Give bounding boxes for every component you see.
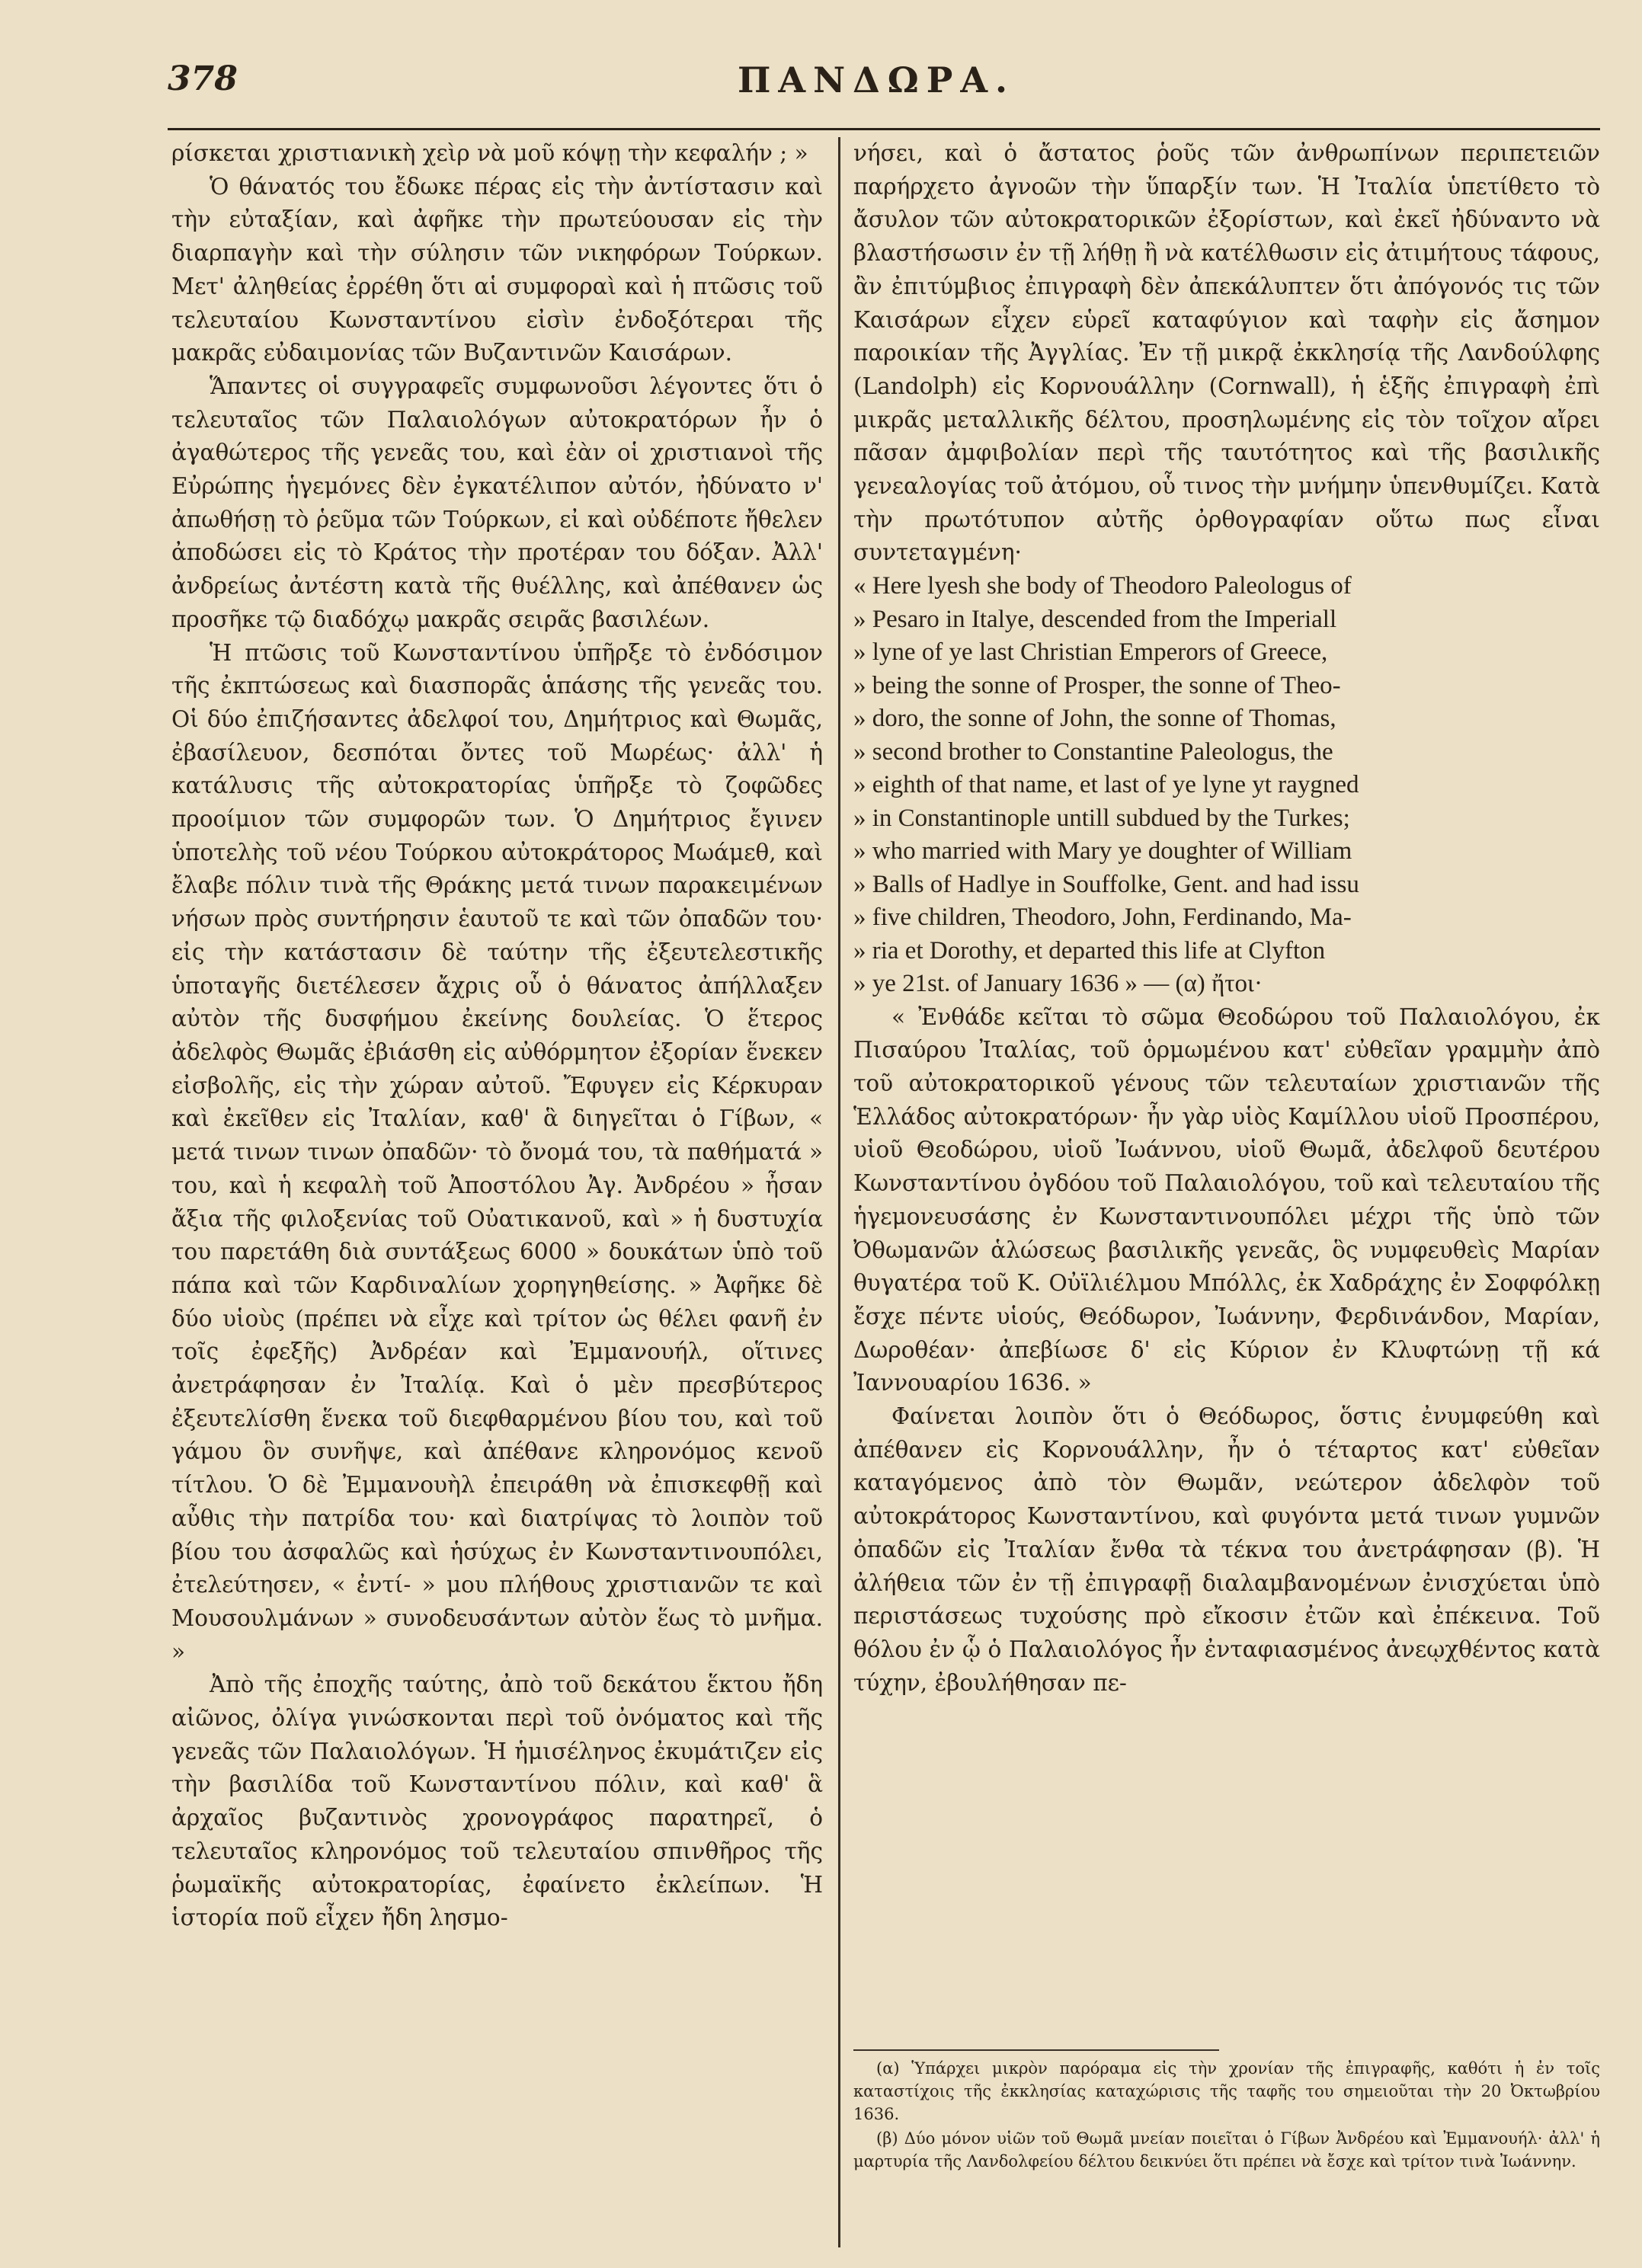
inscription-line: » lyne of ye last Christian Emperors of Greece,	[853, 638, 1328, 667]
running-title: ΠΑΝΔΩΡΑ.	[737, 59, 1016, 101]
inscription-line: » Balls of Hadlye in Souffolke, Gent. and had issu	[853, 870, 1359, 898]
paragraph: « Ἐνθάδε κεῖται τὸ σῶμα Θεοδώρου τοῦ Παλαιολόγου, ἐκ Πισαύρου Ἰταλίας, τοῦ ὁρμωμένου κατ' εὐθεῖαν γραμμὴν ἀπὸ τοῦ αὐτοκρατορικοῦ γένους τῶν τελευταίων χριστιανῶν τῆς Ἑλλάδος αὐτοκρατόρων· ἦν γὰρ υἱὸς Καμίλλου υἱοῦ Προσπέρου, υἱοῦ Θεοδώρου, υἱοῦ Ἰωάννου, υἱοῦ Θωμᾶ, ἀδελφοῦ δευτέρου Κωνσταντίνου ὀγδόου τοῦ Παλαιολόγου, τοῦ καὶ τελευταίου τῆς ἡγεμονευσάσης ἐν Κωνσταντινουπόλει μέχρι τῆς ὑπὸ τῶν Ὀθωμανῶν ἁλώσεως βασιλικῆς γενεᾶς, ὃς νυμφευθεὶς Μαρίαν θυγατέρα τοῦ Κ. Οὐϊλιέλμου Μπόλλς, ἐκ Χαδράχης ἐν Σοφφόλκῃ ἔσχε πέντε υἱούς, Θεόδωρον, Ἰωάννην, Φερδινάνδον, Μαρίαν, Δωροθέαν· ἀπεβίωσε δ' εἰς Κύριον ἐν Κλυφτώνῃ τῇ κά Ἰαννουαρίου 1636. »	[853, 1003, 1600, 1396]
inscription-line: « Here lyesh she body of Theodoro Paleologus of	[853, 572, 1352, 600]
paragraph: Ἅπαντες οἱ συγγραφεῖς συμφωνοῦσι λέγοντες ὅτι ὁ τελευταῖος τῶν Παλαιολόγων αὐτοκρατόρων ἦν ὁ ἀγαθώτερος τῆς γενεᾶς του, καὶ ἐὰν οἱ χριστιανοὶ τῆς Εὐρώπης ἡγεμόνες δὲν ἐγκατέλιπον αὐτόν, ἠδύνατο ν' ἀπωθήσῃ τὸ ῥεῦμα τῶν Τούρκων, εἰ καὶ οὐδέποτε ἤθελεν ἀποδώσει εἰς τὸ Κράτος τὴν προτέραν του δόξαν. Ἀλλ' ἀνδρείως ἀντέστη κατὰ τῆς θυέλλης, καὶ ἀπέθανεν ὡς προσῆκε τῷ διαδόχῳ μακρᾶς σειρᾶς βασιλέων.	[171, 373, 823, 632]
right-column	[853, 137, 1600, 1700]
inscription-line: » five children, Theodoro, John, Ferdinando, Ma-	[853, 904, 1352, 932]
inscription-line: » who married with Mary ye doughter of William	[853, 837, 1352, 865]
footnotes	[853, 2057, 1600, 2174]
column-divider	[838, 137, 840, 2247]
header-rule	[168, 128, 1600, 130]
footnote-rule	[853, 2049, 1219, 2051]
inscription-line: » doro, the sonne of John, the sonne of Thomas,	[853, 705, 1336, 733]
page-header	[168, 59, 1585, 120]
paragraph: ρίσκεται χριστιανικὴ χεὶρ νὰ μοῦ κόψῃ τὴν κεφαλήν ; »	[171, 140, 808, 166]
left-column	[171, 137, 823, 1935]
paragraph: Ἡ πτῶσις τοῦ Κωνσταντίνου ὑπῆρξε τὸ ἐνδόσιμον τῆς ἐκπτώσεως καὶ διασπορᾶς ἁπάσης τῆς γενεᾶς του. Οἱ δύο ἐπιζήσαντες ἀδελφοί του, Δημήτριος καὶ Θωμᾶς, ἐβασίλευον, δεσπόται ὄντες τοῦ Μωρέως· ἀλλ' ἡ κατάλυσις τῆς αὐτοκρατορίας ὑπῆρξε τὸ ζοφῶδες προοίμιον τῶν συμφορῶν των. Ὁ Δημήτριος ἔγινεν ὑποτελὴς τοῦ νέου Τούρκου αὐτοκράτορος Μωάμεθ, καὶ ἔλαβε πόλιν τινὰ τῆς Θράκης μετά τινων παρακειμένων νήσων πρὸς συντήρησιν ἑαυτοῦ τε καὶ τῶν ὀπαδῶν του· εἰς τὴν κατάστασιν δὲ ταύτην τῆς ἐξευτελεστικῆς ὑποταγῆς διετέλεσεν ἄχρις οὗ ὁ θάνατος ἀπήλλαξεν αὐτὸν τῆς δυσφήμου ἐκείνης δουλείας. Ὁ ἕτερος ἀδελφὸς Θωμᾶς ἐβιάσθη εἰς αὐθόρμητον ἐξορίαν ἕνεκεν εἰσβολῆς, εἰς τὴν χώραν αὐτοῦ. Ἔφυγεν εἰς Κέρκυραν καὶ ἐκεῖθεν εἰς Ἰταλίαν, καθ' ἃ διηγεῖται ὁ Γίβων, « μετά τινων τινων ὀπαδῶν· τὸ ὄνομά του, τὰ παθήματά » του, καὶ ἡ κεφαλὴ τοῦ Ἀποστόλου Ἀγ. Ἀνδρέου » ἦσαν ἄξια τῆς φιλοξενίας τοῦ Οὐατικανοῦ, καὶ » ἡ δυστυχία του παρετάθη διὰ συντάξεως 6000 » δουκάτων ὑπὸ τοῦ πάπα καὶ τῶν Καρδιναλίων χορηγηθείσης. » Ἀφῆκε δὲ δύο υἱοὺς (πρέπει νὰ εἶχε καὶ τρίτον ὡς θέλει φανῆ ἐν τοῖς ἐφεξῆς) Ἀνδρέαν καὶ Ἐμμανουήλ, οἵτινες ἀνετράφησαν ἐν Ἰταλίᾳ. Καὶ ὁ μὲν πρεσβύτερος ἐξευτελίσθη ἕνεκα τοῦ διεφθαρμένου βίου του, καὶ τοῦ γάμου ὃν συνῆψε, καὶ ἀπέθανε κληρονόμος κενοῦ τίτλου. Ὁ δὲ Ἐμμανουὴλ ἐπειράθη νὰ ἐπισκεφθῇ καὶ αὖθις τὴν πατρίδα του· καὶ διατρίψας τὸ λοιπὸν τοῦ βίου του ἀσφαλῶς καὶ ἡσύχως ἐν Κωνσταντινουπόλει, ἐτελεύτησεν, « ἐντί- » μου πλήθους χριστιανῶν τε καὶ Μουσουλμάνων » συνοδευσάντων αὐτὸν ἕως τὸ μνῆμα. »	[171, 639, 823, 1665]
english-inscription	[853, 570, 1600, 1001]
paragraph: Ὁ θάνατός του ἔδωκε πέρας εἰς τὴν ἀντίστασιν καὶ τὴν εὐταξίαν, καὶ ἀφῆκε τὴν πρωτεύουσαν εἰς τὴν διαρπαγὴν καὶ τὴν σύλησιν τῶν νικηφόρων Τούρκων. Μετ' ἀληθείας ἐρρέθη ὅτι αἱ συμφοραὶ καὶ ἡ πτῶσις τοῦ τελευταίου Κωνσταντίνου εἰσὶν ἐνδοξότεραι τῆς μακρᾶς εὐδαιμονίας τῶν Βυζαντινῶν Καισάρων.	[171, 173, 823, 366]
inscription-line: » being the sonne of Prosper, the sonne of Theo-	[853, 671, 1341, 699]
paragraph: Φαίνεται λοιπὸν ὅτι ὁ Θεόδωρος, ὅστις ἐνυμφεύθη καὶ ἀπέθανεν εἰς Κορνουάλλην, ἦν ὁ τέταρτος κατ' εὐθεῖαν καταγόμενος ἀπὸ τὸν Θωμᾶν, νεώτερον ἀδελφὸν τοῦ αὐτοκράτορος Κωνσταντίνου, καὶ φυγόντα μετά τινων γυμνῶν ὀπαδῶν εἰς Ἰταλίαν ἔνθα τὰ τέκνα του ἀνετράφησαν (β). Ἡ ἀλήθεια τῶν ἐν τῇ ἐπιγραφῇ διαλαμβανομένων ἐνισχύεται ὑπὸ περιστάσεως τυχούσης πρὸ εἴκοσιν ἐτῶν καὶ ἐπέκεινα. Τοῦ θόλου ἐν ᾧ ὁ Παλαιολόγος ἦν ἐνταφιασμένος ἀνεῳχθέντος κατὰ τύχην, ἐβουλήθησαν πε-	[853, 1403, 1600, 1696]
inscription-line: » eighth of that name, et last of ye lyne yt raygned	[853, 771, 1359, 799]
inscription-line: » ria et Dorothy, et departed this life at Clyfton	[853, 936, 1326, 964]
inscription-line: » second brother to Constantine Paleologus, the	[853, 737, 1333, 766]
footnote: (α) Ὑπάρχει μικρὸν παρόραμα εἰς τὴν χρονίαν τῆς ἐπιγραφῆς, καθότι ἡ ἐν τοῖς καταστίχοις τῆς ἐκκλησίας καταχώρισις τῆς ταφῆς του σημειοῦται τὴν 20 Ὀκτωβρίου 1636.	[853, 2059, 1600, 2123]
paragraph: νήσει, καὶ ὁ ἄστατος ῥοῦς τῶν ἀνθρωπίνων περιπετειῶν παρήρχετο ἀγνοῶν τὴν ὕπαρξίν των. Ἡ Ἰταλία ὑπετίθετο τὸ ἄσυλον τῶν αὐτοκρατορικῶν ἐξορίστων, καὶ ἐκεῖ ἠδύναντο νὰ βλαστήσωσιν ἐν τῇ λήθῃ ἢ νὰ κατέλθωσιν εἰς ἀτιμήτους τάφους, ἂν ἐπιτύμβιος ἐπιγραφὴ δὲν ἀπεκάλυπτεν ὅτι ἀπόγονός τις τῶν Καισάρων εἶχεν εὑρεῖ καταφύγιον καὶ ταφὴν εἰς ἄσημον παροικίαν τῆς Ἀγγλίας. Ἐν τῇ μικρᾷ ἐκκλησίᾳ τῆς Λανδούλφης (Landolph) εἰς Κορνουάλλην (Cornwall), ἡ ἑξῆς ἐπιγραφὴ ἐπὶ μικρᾶς μεταλλικῆς δέλτου, προσηλωμένης εἰς τὸν τοῖχον αἴρει πᾶσαν ἀμφιβολίαν περὶ τῆς ταυτότητος καὶ τῆς βασιλικῆς γενεαλογίας τοῦ ἀτόμου, οὗ τινος τὴν μνήμην ὑπενθυμίζει. Κατὰ τὴν πρωτότυπον αὐτῆς ὀρθογραφίαν οὕτω πως εἶναι συντεταγμένη·	[853, 140, 1600, 566]
inscription-line: » ye 21st. of January 1636 » — (α) ἤτοι·	[853, 970, 1263, 998]
footnote: (β) Δύο μόνον υἱῶν τοῦ Θωμᾶ μνείαν ποιεῖται ὁ Γίβων Ἀνδρέου καὶ Ἐμμανουήλ· ἀλλ' ἡ μαρτυρία τῆς Λανδολφείου δέλτου δεικνύει ὅτι πρέπει νὰ ἔσχε καὶ τρίτον τινὰ Ἰωάννην.	[853, 2129, 1600, 2170]
paragraph: Ἀπὸ τῆς ἐποχῆς ταύτης, ἀπὸ τοῦ δεκάτου ἕκτου ἤδη αἰῶνος, ὀλίγα γινώσκονται περὶ τοῦ ὀνόματος καὶ τῆς γενεᾶς τῶν Παλαιολόγων. Ἡ ἡμισέληνος ἐκυμάτιζεν εἰς τὴν βασιλίδα τοῦ Κωνσταντίνου πόλιν, καὶ καθ' ἃ ἀρχαῖος βυζαντινὸς χρονογράφος παρατηρεῖ, ὁ τελευταῖος κληρονόμος τοῦ τελευταίου σπινθῆρος τῆς ῥωμαϊκῆς αὐτοκρατορίας, ἐφαίνετο ἐκλείπων. Ἡ ἱστορία ποῦ εἶχεν ἤδη λησμο-	[171, 1671, 823, 1931]
inscription-line: » Pesaro in Italye, descended from the Imperiall	[853, 605, 1337, 633]
inscription-line: » in Constantinople untill subdued by the Turkes;	[853, 804, 1350, 832]
page-number: 378	[168, 59, 238, 98]
